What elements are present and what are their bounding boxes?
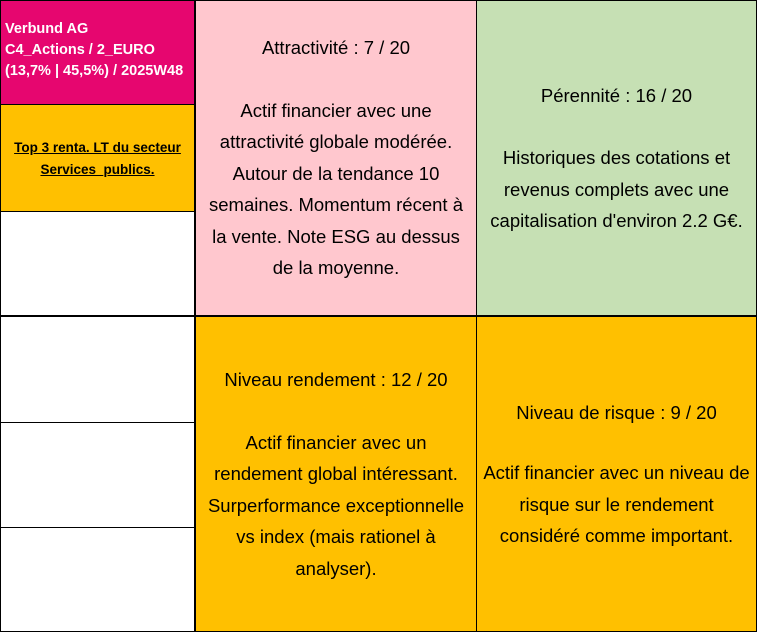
perennite-title: Pérennité : 16 / 20 [540,84,693,106]
empty-cell [0,422,195,528]
empty-cell [0,527,195,632]
perennite-text: Historiques des cotations et revenus complets avec une capitalisation d'environ 2.2 G€. [490,147,743,231]
stock-performance: (13,7% | 45,5%) / 2025W48 [5,63,184,79]
top3-sector-cell [0,104,195,212]
rendement-title: Niveau rendement : 12 / 20 [224,369,448,390]
risque-title: Niveau de risque : 9 / 20 [516,401,717,423]
empty-cell [0,316,195,423]
attractivite-cell [195,0,477,316]
attractivite-text: Actif financier avec une attractivité globale modérée. Autour de la tendance 10 semaines. Momentum récent à la vente. Note ESG au dessus de la moyenne. [209,99,463,279]
empty-cell [0,211,195,316]
stock-name: Verbund AG [5,21,89,37]
risque-text: Actif financier avec un niveau de risque sur le rendement considéré comme important. [483,462,750,546]
top3-line2: Services_publics. [40,162,155,177]
stock-header-cell [0,0,195,105]
rendement-text: Actif financier avec un rendement global intéressant. Surperformance exceptionnelle vs index (mais rationel à analyser). [207,431,465,579]
rendement-cell [195,316,477,632]
attractivite-title: Attractivité : 7 / 20 [261,37,411,59]
risque-cell [476,316,757,632]
perennite-cell [476,0,757,316]
stock-category: C4_Actions / 2_EURO [5,42,155,58]
top3-line1: Top 3 renta. LT du secteur [14,140,181,155]
